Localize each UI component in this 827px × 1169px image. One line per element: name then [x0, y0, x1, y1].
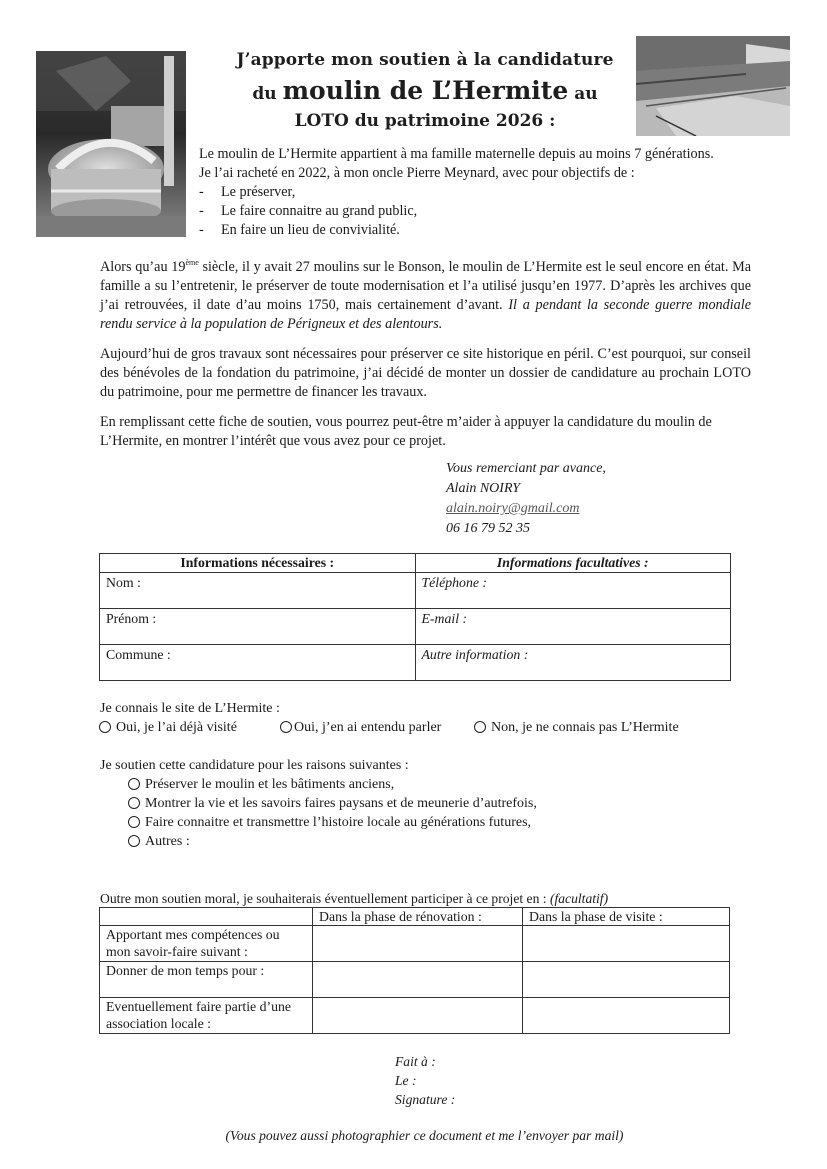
objective-item: - Le préserver, [199, 184, 296, 200]
objective-item: - En faire un lieu de convivialité. [199, 222, 400, 238]
title-mill-name: moulin de L’Hermite [282, 76, 569, 105]
objective-item: - Le faire connaitre au grand public, [199, 203, 418, 219]
knowledge-question: Je connais le site de L’Hermite : [100, 701, 280, 716]
radio-circle-icon[interactable] [280, 721, 292, 733]
intro-line-2: Je l’ai racheté en 2022, à mon oncle Pierre Meynard, avec pour objectifs de : [199, 165, 635, 181]
time-visit-cell[interactable] [523, 962, 730, 998]
skills-renovation-cell[interactable] [313, 926, 523, 962]
skills-row-label: Apportant mes compétences ou mon savoir-faire suivant : [100, 926, 313, 962]
knowledge-option[interactable]: Non, je ne connais pas L’Hermite [474, 718, 679, 737]
email-field[interactable]: E-mail : [415, 609, 731, 645]
author-name: Alain NOIRY [446, 481, 521, 496]
radio-circle-icon[interactable] [128, 778, 140, 790]
signature-field[interactable]: Signature : [395, 1092, 456, 1107]
title-line-3: LOTO du patrimoine 2026 : [294, 111, 556, 131]
contact-info-table [99, 553, 731, 681]
radio-circle-icon[interactable] [474, 721, 486, 733]
radio-circle-icon[interactable] [128, 816, 140, 828]
title-line-2-suffix: au [574, 84, 598, 104]
thanks-text: Vous remerciant par avance, [446, 461, 606, 476]
intro-block [199, 145, 799, 240]
visit-phase-header: Dans la phase de visite : [523, 908, 730, 926]
last-name-field[interactable]: Nom : [100, 573, 416, 609]
participation-intro: Outre mon soutien moral, je souhaiterais éventuellement participer à ce projet en : (facultatif) [100, 891, 609, 906]
knowledge-option[interactable]: Oui, je l’ai déjà visité [99, 718, 237, 737]
signature-block [446, 459, 606, 539]
intro-line-1: Le moulin de L’Hermite appartient à ma famille maternelle depuis au moins 7 générations. [199, 146, 714, 162]
history-paragraph: Alors qu’au 19ème siècle, il y avait 27 moulins sur le Bonson, le moulin de L’Hermite est le seul encore en état. Ma famille a su l’entretenir, le préserver de toute modernisation et l’a utilisé jusqu’en 1977. D’après les archives que j’ai retrouvées, il date d’au moins 1750, mais certainement d’avant. Il a pendant la seconde guerre mondiale rendu service à la population de Périgneux et des alentours. [100, 258, 752, 332]
other-info-field[interactable]: Autre information : [415, 645, 731, 681]
association-renovation-cell[interactable] [313, 998, 523, 1034]
photo-note: (Vous pouvez aussi photographier ce document et me l’envoyer par mail) [225, 1128, 624, 1143]
association-row-label: Eventuellement faire partie d’une association locale : [100, 998, 313, 1034]
place-field[interactable]: Fait à : [395, 1054, 436, 1069]
mill-wooden-beams-photo [636, 36, 790, 136]
association-visit-cell[interactable] [523, 998, 730, 1034]
time-row-label: Donner de mon temps pour : [100, 962, 313, 998]
town-field[interactable]: Commune : [100, 645, 416, 681]
reason-option[interactable]: Faire connaitre et transmettre l’histoire locale au générations futures, [128, 813, 531, 832]
mill-grindstone-photo [36, 51, 186, 237]
optional-info-header: Informations facultatives : [415, 554, 731, 573]
radio-circle-icon[interactable] [99, 721, 111, 733]
reason-option[interactable]: Montrer la vie et les savoirs faires paysans et de meunerie d’autrefois, [128, 794, 537, 813]
renovation-phase-header: Dans la phase de rénovation : [313, 908, 523, 926]
radio-circle-icon[interactable] [128, 835, 140, 847]
radio-circle-icon[interactable] [128, 797, 140, 809]
time-renovation-cell[interactable] [313, 962, 523, 998]
knowledge-option[interactable]: Oui, j’en ai entendu parler [280, 718, 441, 737]
author-phone: 06 16 79 52 35 [446, 521, 530, 536]
required-info-header: Informations nécessaires : [100, 554, 416, 573]
title-line-2 [205, 76, 645, 105]
empty-header-cell [100, 908, 313, 926]
date-field[interactable]: Le : [395, 1073, 417, 1088]
participation-table [99, 907, 730, 1034]
reason-option[interactable]: Préserver le moulin et les bâtiments anciens, [128, 775, 394, 794]
support-paragraph: En remplissant cette fiche de soutien, vous pourrez peut-être m’aider à appuyer la candidature du moulin de L’Hermite, en montrer l’intérêt que vous avez pour ce projet. [100, 414, 712, 449]
signature-form [395, 1052, 455, 1109]
title-line-1: J’apporte mon soutien à la candidature [236, 50, 614, 70]
first-name-field[interactable]: Prénom : [100, 609, 416, 645]
author-email-link[interactable]: alain.noiry@gmail.com [446, 501, 580, 516]
works-paragraph: Aujourd’hui de gros travaux sont nécessaires pour préserver ce site historique en péril. C’est pourquoi, sur conseil des bénévoles de la fondation du patrimoine, j’ai décidé de monter un dossier de candidature au prochain LOTO du patrimoine, pour me permettre de financer les travaux. [100, 346, 751, 400]
phone-field[interactable]: Téléphone : [415, 573, 731, 609]
title-line-2-prefix: du [252, 84, 277, 104]
reason-option[interactable]: Autres : [128, 832, 190, 851]
reasons-question: Je soutien cette candidature pour les raisons suivantes : [100, 758, 409, 773]
skills-visit-cell[interactable] [523, 926, 730, 962]
